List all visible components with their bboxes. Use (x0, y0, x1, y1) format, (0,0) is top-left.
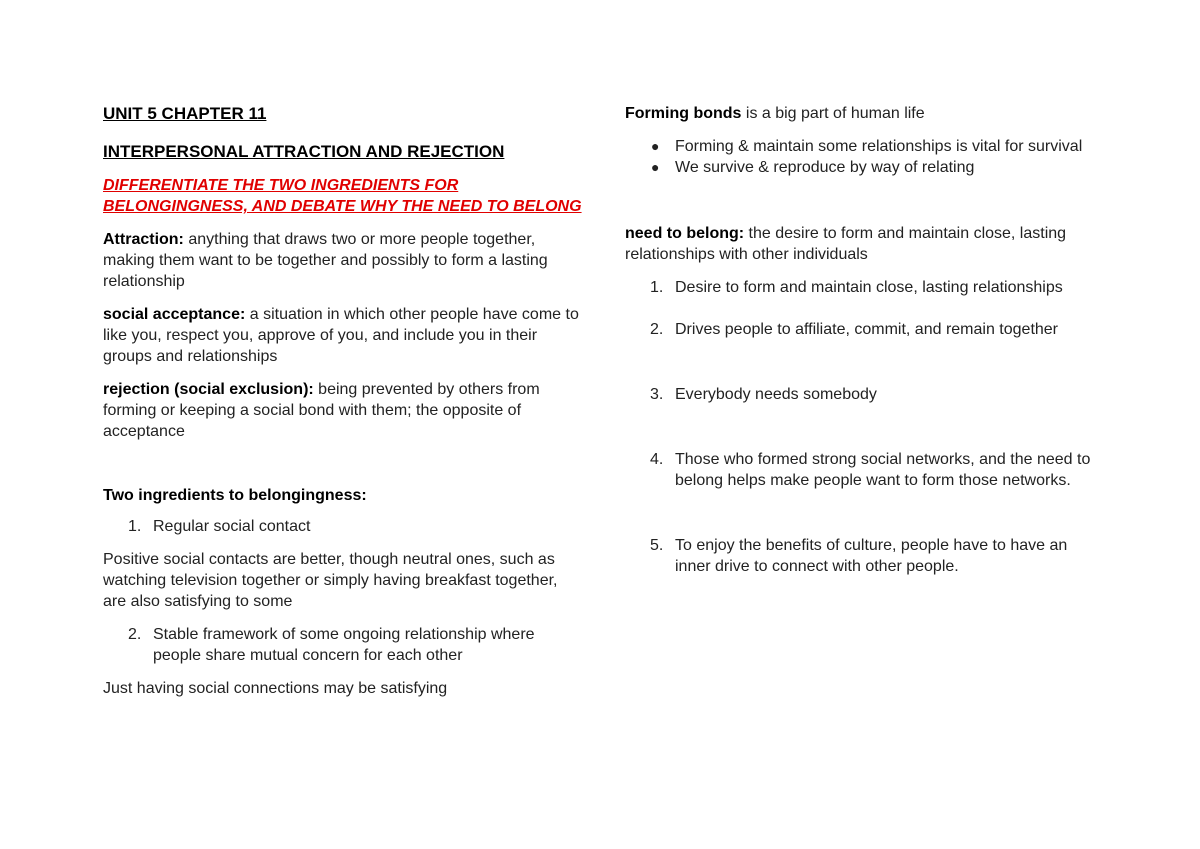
definition-social-acceptance (103, 304, 583, 367)
ingredients-heading: Two ingredients to belongingness: (103, 487, 367, 504)
bullet-item (625, 136, 1105, 157)
definition-text: the desire to form and maintain close, lasting relationships with other individuals (625, 225, 1067, 263)
list-item (625, 319, 1105, 340)
need-to-belong-definition (625, 223, 1105, 265)
list-item (625, 384, 1105, 405)
list-number: 2. (650, 321, 664, 338)
left-column (103, 100, 583, 699)
learning-objective: DIFFERENTIATE THE TWO INGREDIENTS FOR BELONGINGNESS, AND DEBATE WHY THE NEED TO BELONG (103, 177, 582, 215)
list-item-text: Regular social contact (153, 518, 311, 535)
bullet-text: Forming & maintain some relationships is vital for survival (675, 138, 1083, 155)
definition-attraction (103, 229, 583, 292)
bullet-item (625, 157, 1105, 178)
bullet-icon: ● (651, 159, 660, 175)
list-item-text: To enjoy the benefits of culture, people have to have an inner drive to connect with other people. (675, 537, 1068, 575)
list-item (625, 535, 1105, 577)
bonds-bullet-list (625, 136, 1105, 178)
right-column (625, 100, 1105, 577)
list-number: 1. (650, 279, 664, 296)
forming-bonds-term: Forming bonds (625, 105, 742, 122)
list-number: 2. (128, 626, 142, 643)
forming-bonds-line (625, 103, 1105, 124)
list-item (625, 277, 1105, 298)
ingredient-item-1 (103, 516, 583, 537)
list-item (625, 449, 1105, 491)
ingredient-1-note: Positive social contacts are better, though neutral ones, such as watching television together or simply having breakfast together, are also satisfying to some (103, 551, 558, 610)
definition-text: anything that draws two or more people together, making them want to be together and possibly to form a lasting relationship (103, 231, 548, 290)
definition-text: a situation in which other people have come to like you, respect you, approve of you, and include you in their groups and relationships (103, 306, 579, 365)
definition-term: social acceptance: (103, 306, 246, 323)
forming-bonds-text: is a big part of human life (741, 105, 925, 122)
list-item-text: Stable framework of some ongoing relationship where people share mutual concern for each other (153, 626, 535, 664)
definition-text: being prevented by others from forming or keeping a social bond with them; the opposite of acceptance (103, 381, 540, 440)
list-number: 4. (650, 451, 664, 468)
definition-rejection (103, 379, 583, 442)
list-item-text: Drives people to affiliate, commit, and remain together (675, 321, 1059, 338)
unit-title: UNIT 5 CHAPTER 11 (103, 104, 267, 123)
definition-term: Attraction: (103, 231, 184, 248)
bullet-text: We survive & reproduce by way of relating (675, 159, 975, 176)
ingredient-2-note: Just having social connections may be satisfying (103, 680, 448, 697)
definition-term: rejection (social exclusion): (103, 381, 314, 398)
list-item-text: Desire to form and maintain close, lasting relationships (675, 279, 1063, 296)
ingredient-item-2 (103, 624, 583, 666)
definition-term: need to belong: (625, 225, 745, 242)
need-to-belong-list (625, 277, 1105, 577)
bullet-icon: ● (651, 138, 660, 154)
list-number: 1. (128, 518, 142, 535)
list-number: 3. (650, 386, 664, 403)
list-item-text: Those who formed strong social networks, and the need to belong helps make people want to form those networks. (675, 451, 1091, 489)
chapter-title: INTERPERSONAL ATTRACTION AND REJECTION (103, 142, 505, 161)
list-number: 5. (650, 537, 664, 554)
list-item-text: Everybody needs somebody (675, 386, 877, 403)
